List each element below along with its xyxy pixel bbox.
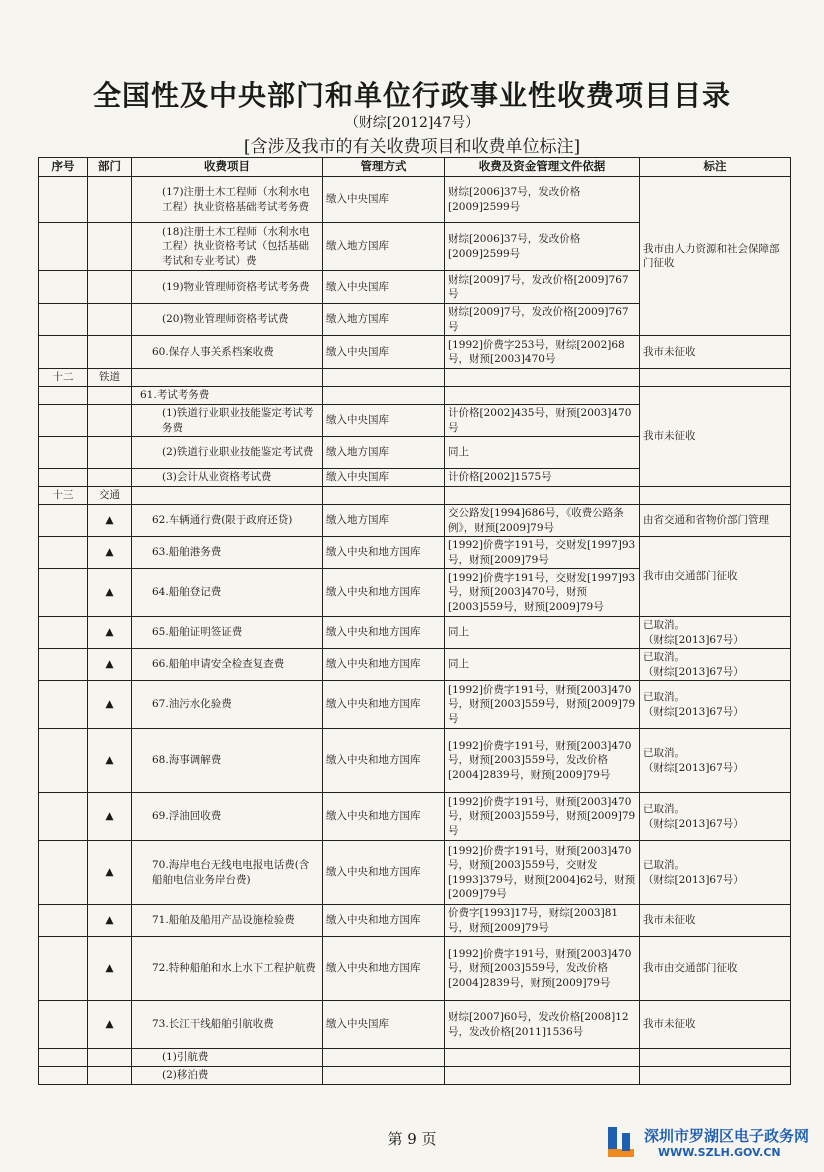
management-cell: 缴入中央国库: [323, 469, 445, 487]
table-row: [39, 905, 791, 937]
basis-cell: [1992]价费字191号，交财发[1997]93号，财预[2009]79号: [445, 537, 640, 569]
table-row: [39, 681, 791, 729]
col-header-basis: 收费及资金管理文件依据: [445, 158, 640, 177]
page-number: 第 9 页: [387, 1130, 437, 1148]
triangle-mark-icon: ▲: [88, 681, 132, 729]
section-row: [39, 487, 791, 505]
col-header-department: 部门: [88, 158, 132, 177]
basis-cell: 财综[2006]37号，发改价格[2009]2599号: [445, 177, 640, 223]
basis-cell: 财综[2009]7号，发改价格[2009]767号: [445, 304, 640, 336]
note-line: （财综[2013]67号）: [643, 705, 744, 718]
fee-table: [38, 157, 791, 1085]
note-cell: 我市由交通部门征收: [640, 537, 791, 617]
note-line: 已取消。: [643, 859, 685, 872]
item-cell: 64.船舶登记费: [132, 569, 323, 617]
note-line: （财综[2013]67号）: [643, 817, 744, 830]
note-cell: 我市未征收: [640, 905, 791, 937]
management-cell: 缴入中央和地方国库: [323, 537, 445, 569]
management-cell: 缴入中央和地方国库: [323, 793, 445, 841]
item-cell: 66.船舶申请安全检查复查费: [132, 649, 323, 681]
note-cell: 我市未征收: [640, 1001, 791, 1049]
triangle-mark-icon: ▲: [88, 793, 132, 841]
section-number: 十二: [39, 369, 88, 387]
triangle-mark-icon: ▲: [88, 1001, 132, 1049]
document-subtitle: （财综[2012]47号）: [344, 115, 480, 131]
item-cell: 70.海岸电台无线电电报电话费(含船舶电信业务岸台费): [132, 841, 323, 905]
section-row: [39, 369, 791, 387]
basis-cell: [1992]价费字191号，财预[2003]470号，财预[2003]559号，财预[2009]79号: [445, 681, 640, 729]
management-cell: 缴入中央和地方国库: [323, 841, 445, 905]
section-department: 铁道: [88, 369, 132, 387]
triangle-mark-icon: ▲: [88, 569, 132, 617]
basis-cell: 同上: [445, 649, 640, 681]
table-row: [39, 387, 791, 405]
item-cell: 60.保存人事关系档案收费: [132, 336, 323, 369]
table-row: [39, 793, 791, 841]
section-number: 十三: [39, 487, 88, 505]
management-cell: 缴入中央国库: [323, 405, 445, 437]
management-cell: 缴入中央国库: [323, 271, 445, 304]
table-header-row: [39, 158, 791, 177]
table-row: [39, 336, 791, 369]
basis-cell: 交公路发[1994]686号，《收费公路条例》，财预[2009]79号: [445, 505, 640, 537]
col-header-number: 序号: [39, 158, 88, 177]
item-cell: (2)铁道行业职业技能鉴定考试费: [132, 437, 323, 469]
table-row: [39, 841, 791, 905]
triangle-mark-icon: ▲: [88, 905, 132, 937]
management-cell: 缴入地方国库: [323, 304, 445, 336]
note-line: （财综[2013]67号）: [643, 761, 744, 774]
triangle-mark-icon: ▲: [88, 617, 132, 649]
item-cell: (20)物业管理师资格考试费: [132, 304, 323, 336]
table-row: [39, 617, 791, 649]
document-title: 全国性及中央部门和单位行政事业性收费项目目录: [92, 79, 731, 112]
triangle-mark-icon: ▲: [88, 937, 132, 1001]
management-cell: 缴入中央和地方国库: [323, 649, 445, 681]
basis-cell: 财综[2007]60号，发改价格[2008]12号，发改价格[2011]1536号: [445, 1001, 640, 1049]
watermark-logo: [606, 1119, 816, 1167]
item-cell: (1)引航费: [132, 1049, 323, 1067]
note-cell: [640, 617, 791, 649]
basis-cell: 财综[2006]37号，发改价格[2009]2599号: [445, 223, 640, 271]
item-cell: 69.浮油回收费: [132, 793, 323, 841]
item-cell: 71.船舶及船用产品设施检验费: [132, 905, 323, 937]
management-cell: 缴入中央和地方国库: [323, 681, 445, 729]
basis-cell: [1992]价费字191号，财预[2003]470号，财预[2003]559号，发改价格[2004]2839号，财预[2009]79号: [445, 937, 640, 1001]
basis-cell: [1992]价费字191号，财预[2003]470号，财预[2003]559号，发改价格[2004]2839号，财预[2009]79号: [445, 729, 640, 793]
col-header-item: 收费项目: [132, 158, 323, 177]
triangle-mark-icon: ▲: [88, 537, 132, 569]
management-cell: 缴入中央国库: [323, 336, 445, 369]
note-cell: 由省交通和省物价部门管理: [640, 505, 791, 537]
col-header-management: 管理方式: [323, 158, 445, 177]
management-cell: 缴入地方国库: [323, 223, 445, 271]
item-cell: 65.船舶证明签证费: [132, 617, 323, 649]
item-cell: 61.考试考务费: [132, 387, 323, 405]
note-line: 已取消。: [643, 619, 685, 632]
item-cell: 67.油污水化验费: [132, 681, 323, 729]
item-cell: (19)物业管理师资格考试考务费: [132, 271, 323, 304]
table-row: [39, 1049, 791, 1067]
note-cell: 我市由人力资源和社会保障部门征收: [640, 177, 791, 336]
item-cell: (18)注册土木工程师（水利水电工程）执业资格考试（包括基础考试和专业考试）费: [132, 223, 323, 271]
item-cell: 72.特种船舶和水上水下工程护航费: [132, 937, 323, 1001]
note-cell: [640, 649, 791, 681]
note-line: 已取消。: [643, 803, 685, 816]
table-row: [39, 1067, 791, 1085]
item-cell: (2)移泊费: [132, 1067, 323, 1085]
table-row: [39, 937, 791, 1001]
item-cell: 63.船舶港务费: [132, 537, 323, 569]
basis-cell: 同上: [445, 437, 640, 469]
table-row: [39, 729, 791, 793]
watermark-url: WWW.SZLH.GOV.CN: [658, 1146, 781, 1159]
table-row: [39, 537, 791, 569]
item-cell: (3)会计从业资格考试费: [132, 469, 323, 487]
basis-cell: [1992]价费字191号，交财发[1997]93号，财预[2003]470号，财预[2003]559号，财预[2009]79号: [445, 569, 640, 617]
note-line: （财综[2013]67号）: [643, 665, 744, 678]
management-cell: 缴入中央国库: [323, 1001, 445, 1049]
col-header-note: 标注: [640, 158, 791, 177]
basis-cell: 同上: [445, 617, 640, 649]
management-cell: 缴入中央和地方国库: [323, 729, 445, 793]
basis-cell: 计价格[2002]435号，财预[2003]470号: [445, 405, 640, 437]
management-cell: 缴入中央和地方国库: [323, 905, 445, 937]
item-cell: 73.长江干线船舶引航收费: [132, 1001, 323, 1049]
note-line: （财综[2013]67号）: [643, 633, 744, 646]
basis-cell: 价费字[1993]17号，财综[2003]81号，财预[2009]79号: [445, 905, 640, 937]
basis-cell: [1992]价费字191号，财预[2003]470号，财预[2003]559号，交财发[1993]379号，财预[2004]62号，财预[2009]79号: [445, 841, 640, 905]
note-cell: [640, 793, 791, 841]
note-line: 已取消。: [643, 691, 685, 704]
item-cell: 62.车辆通行费(限于政府还贷): [132, 505, 323, 537]
note-cell: [640, 681, 791, 729]
table-row: [39, 649, 791, 681]
management-cell: 缴入中央和地方国库: [323, 937, 445, 1001]
watermark-name: 深圳市罗湖区电子政务网: [644, 1127, 810, 1145]
basis-cell: 财综[2009]7号，发改价格[2009]767号: [445, 271, 640, 304]
note-line: 已取消。: [643, 651, 685, 664]
note-line: （财综[2013]67号）: [643, 873, 744, 886]
item-cell: 68.海事调解费: [132, 729, 323, 793]
note-line: 已取消。: [643, 747, 685, 760]
basis-cell: 计价格[2002]1575号: [445, 469, 640, 487]
management-cell: 缴入地方国库: [323, 505, 445, 537]
table-row: [39, 505, 791, 537]
item-cell: (17)注册土木工程师（水利水电工程）执业资格基础考试考务费: [132, 177, 323, 223]
table-row: [39, 1001, 791, 1049]
document-note: [含涉及我市的有关收费项目和收费单位标注]: [243, 137, 581, 157]
triangle-mark-icon: ▲: [88, 729, 132, 793]
management-cell: 缴入地方国库: [323, 437, 445, 469]
basis-cell: [1992]价费字253号，财综[2002]68号，财预[2003]470号: [445, 336, 640, 369]
section-department: 交通: [88, 487, 132, 505]
note-cell: 我市未征收: [640, 336, 791, 369]
note-cell: [640, 841, 791, 905]
note-cell: [640, 729, 791, 793]
triangle-mark-icon: ▲: [88, 505, 132, 537]
management-cell: 缴入中央和地方国库: [323, 617, 445, 649]
triangle-mark-icon: ▲: [88, 649, 132, 681]
note-cell: 我市未征收: [640, 387, 791, 487]
item-cell: (1)铁道行业职业技能鉴定考试考务费: [132, 405, 323, 437]
management-cell: 缴入中央和地方国库: [323, 569, 445, 617]
management-cell: 缴入中央国库: [323, 177, 445, 223]
lh-logo-icon: [606, 1123, 640, 1163]
table-row: [39, 177, 791, 223]
basis-cell: [1992]价费字191号，财预[2003]470号，财预[2003]559号，财预[2009]79号: [445, 793, 640, 841]
note-cell: 我市由交通部门征收: [640, 937, 791, 1001]
triangle-mark-icon: ▲: [88, 841, 132, 905]
